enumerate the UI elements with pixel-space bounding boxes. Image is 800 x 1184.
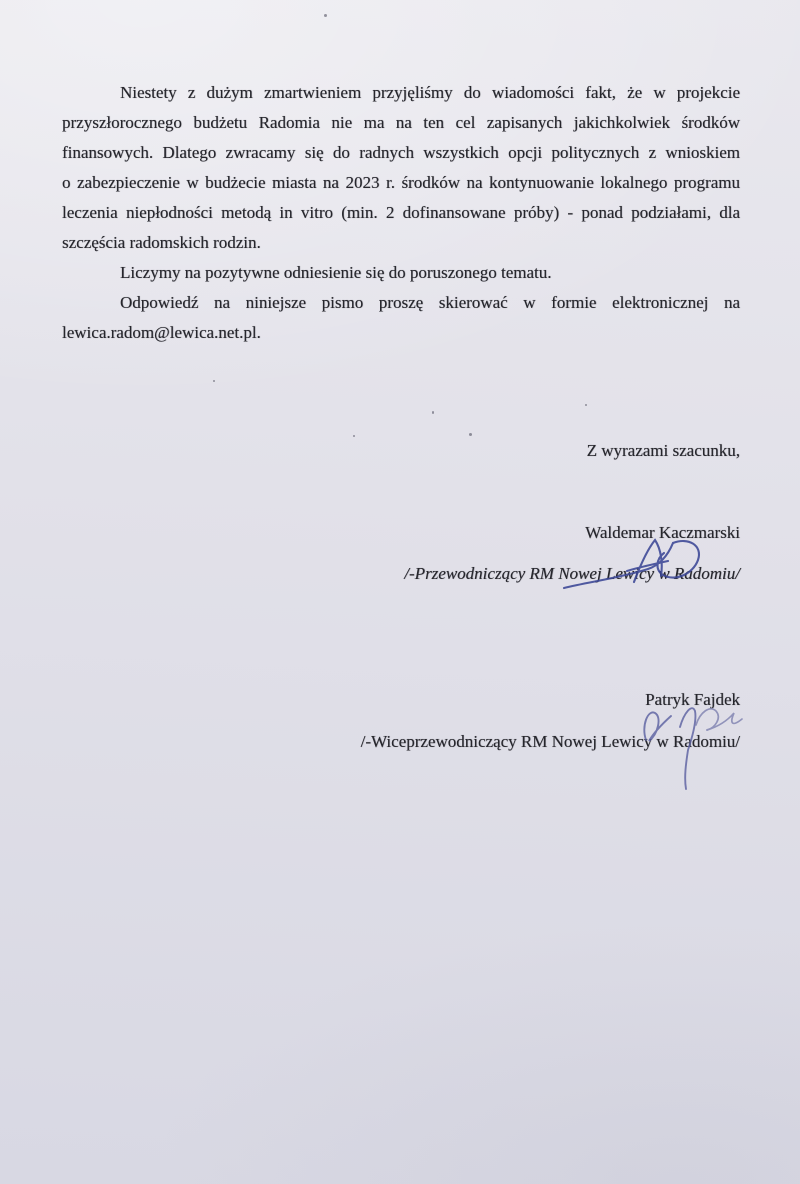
scan-speck [213,380,215,382]
scan-speck [324,14,327,17]
body-line: szczęścia radomskich rodzin. [62,233,261,252]
scan-speck [353,435,355,437]
email-address: lewica.radom@lewica.net.pl. [62,323,261,342]
signatory-name-1: Waldemar Kaczmarski [585,523,740,542]
body-line: leczenia niepłodności metodą in vitro (min. 2 dofinansowane próby) - ponad podziałami, dla [62,203,740,222]
signatory-title-2: /-Wiceprzewodniczący RM Nowej Lewicy w Radomiu/ [360,732,740,751]
body-line: finansowych. Dlatego zwracamy się do radnych wszystkich opcji politycznych z wnioskiem [62,143,740,162]
scan-speck [469,433,472,436]
scan-speck [432,411,434,414]
body-line: Liczymy na pozytywne odniesienie się do poruszonego tematu. [120,263,552,282]
signatory-name-2: Patryk Fajdek [645,690,740,709]
paragraph-1 [62,78,740,258]
paragraph-2 [62,258,740,288]
scan-speck [585,404,587,406]
body-line: Odpowiedź na niniejsze pismo proszę skierować w formie elektronicznej na [120,293,740,312]
letter-body [62,78,740,757]
body-line: o zabezpieczenie w budżecie miasta na 2023 r. środków na kontynuowanie lokalnego programu [62,173,740,192]
paragraph-3 [62,288,740,348]
closing-salutation: Z wyrazami szacunku, [586,441,740,460]
body-line: Niestety z dużym zmartwieniem przyjęliśmy do wiadomości fakt, że w projekcie [120,83,740,102]
body-line: przyszłorocznego budżetu Radomia nie ma na ten cel zapisanych jakichkolwiek środków [62,113,740,132]
signatory-title-1: /-Przewodniczący RM Nowej Lewicy w Radomiu/ [404,564,740,583]
